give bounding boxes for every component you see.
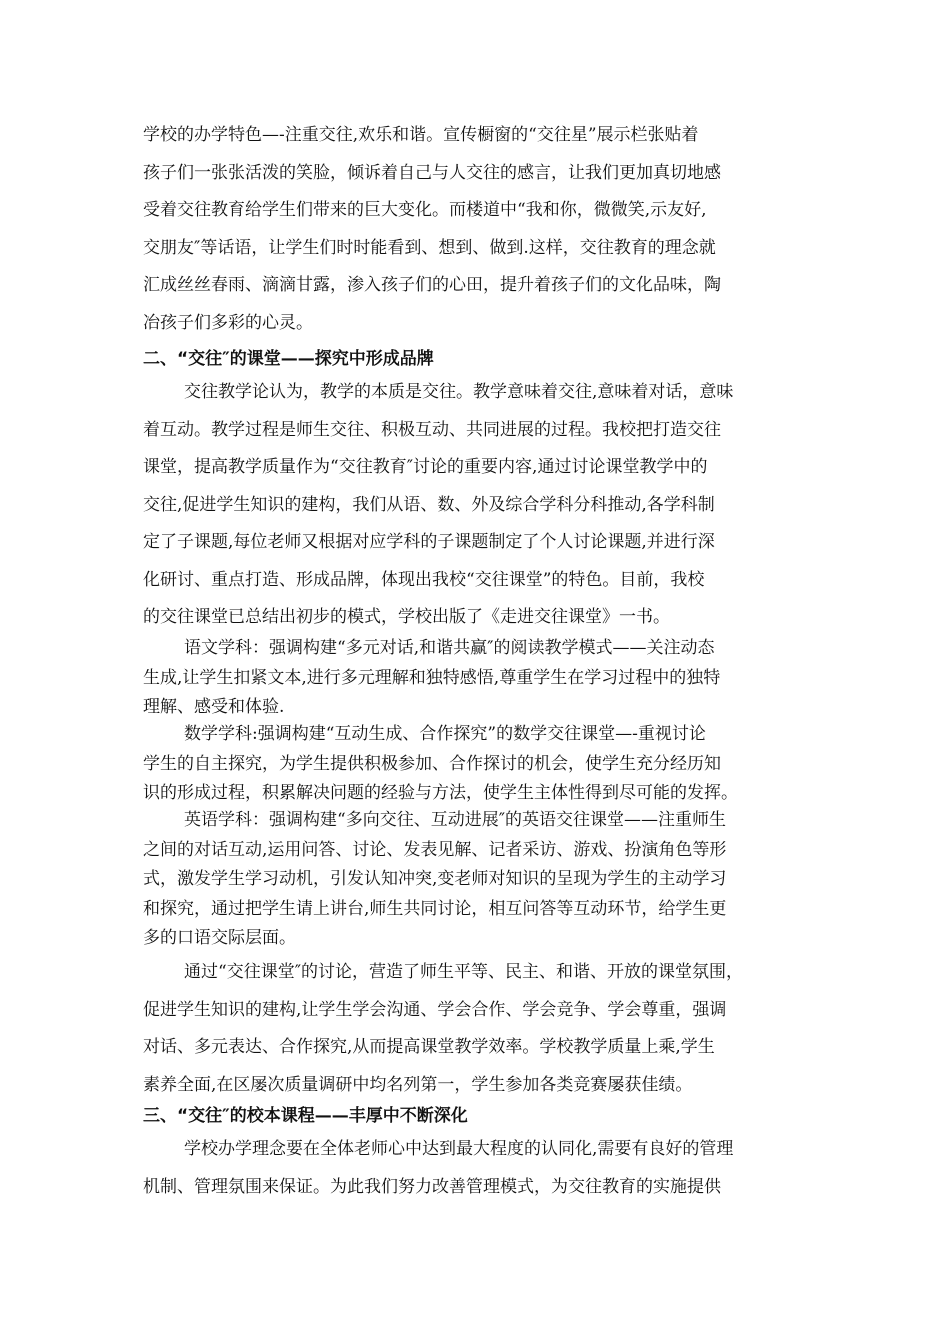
- text-line: 英语学科：强调构建“多向交往、互动进展″的英语交往课堂——注重师生: [184, 810, 727, 830]
- text-line: 和探究，通过把学生请上讲台,师生共同讨论，相互问答等互动环节，给学生更: [143, 898, 727, 919]
- heading-text: 三、“交往″的校本课程——丰厚中不断深化: [143, 1106, 468, 1126]
- text-line: 通过“交往课堂″的讨论，营造了师生平等、民主、和谐、开放的课堂氛围，: [184, 962, 744, 982]
- text-line: 着互动。教学过程是师生交往、积极互动、共同进展的过程。我校把打造交往: [143, 419, 721, 440]
- text-line: 式，激发学生学习动机，引发认知冲突,变老师对知识的呈现为学生的主动学习: [143, 869, 727, 889]
- paragraph-chinese-subject: [143, 634, 811, 723]
- text-line: 学校的办学特色—-注重交往,欢乐和谐。宣传橱窗的“交往星”展示栏张贴着: [143, 125, 699, 145]
- text-line: 生成,让学生扣紧文本,进行多元理解和独特感悟,尊重学生在学习过程中的独特: [143, 667, 721, 688]
- heading-text: 二、“交往″的课堂——探究中形成品牌: [143, 349, 434, 369]
- text-line: 交朋友″等话语，让学生们时时能看到、想到、做到.这样，交往教育的理念就: [143, 237, 716, 258]
- text-line: 理解、感受和体验.: [143, 697, 285, 717]
- text-line: 的交往课堂已总结出初步的模式，学校出版了《走进交往课堂》一书。: [143, 607, 670, 627]
- paragraph-math-subject: [143, 720, 811, 809]
- text-line: 促进学生知识的建构,让学生学会沟通、学会合作、学会竞争、学会尊重，强调: [143, 999, 727, 1020]
- text-line: 冶孩子们多彩的心灵。: [143, 312, 313, 333]
- text-line: 识的形成过程，积累解决问题的经验与方法，使学生主体性得到尽可能的发挥。: [143, 783, 738, 803]
- paragraph-school-features: [143, 117, 811, 342]
- text-line: 数学学科:强调构建“互动生成、合作探究”的数学交往课堂—-重视讨论: [184, 724, 706, 744]
- text-line: 孩子们一张张活泼的笑脸，倾诉着自己与人交往的感言，让我们更加真切地感: [143, 162, 721, 183]
- text-line: 多的口语交际层面。: [143, 928, 296, 948]
- text-line: 化研讨、重点打造、形成品牌，体现出我校“交往课堂”的特色。目前，我校: [143, 569, 705, 590]
- paragraph-classroom-results: [143, 954, 811, 1104]
- paragraph-english-subject: [143, 806, 811, 954]
- text-line: 定了子课题,每位老师又根据对应学科的子课题制定了个人讨论课题,并进行深: [143, 532, 715, 552]
- text-line: 交往教学论认为，教学的本质是交往。教学意味着交往,意味着对话，意味: [184, 382, 734, 402]
- text-line: 机制、管理氛围来保证。为此我们努力改善管理模式，为交往教育的实施提供: [143, 1176, 721, 1197]
- text-line: 之间的对话互动,运用问答、讨论、发表见解、记者采访、游戏、扮演角色等形: [143, 839, 727, 860]
- text-line: 学校办学理念要在全体老师心中达到最大程度的认同化,需要有良好的管理: [184, 1139, 734, 1159]
- section-heading-2: [143, 344, 811, 374]
- text-line: 课堂，提高教学质量作为“交往教育″讨论的重要内容,通过讨论课堂教学中的: [143, 457, 708, 477]
- paragraph-interactive-classroom: [143, 374, 811, 637]
- text-line: 学生的自主探究，为学生提供积极参加、合作探讨的机会，使学生充分经历知: [143, 753, 721, 774]
- text-line: 汇成丝丝春雨、滴滴甘露，渗入孩子们的心田，提升着孩子们的文化品味，陶: [143, 275, 721, 295]
- text-line: 语文学科：强调构建“多元对话,和谐共赢″的阅读教学模式——关注动态: [184, 638, 715, 658]
- text-line: 素养全面,在区屡次质量调研中均名列第一，学生参加各类竞赛屡获佳绩。: [143, 1074, 693, 1095]
- section-heading-3: [143, 1101, 811, 1131]
- text-line: 对话、多元表达、合作探究,从而提高课堂教学效率。学校教学质量上乘,学生: [143, 1037, 715, 1057]
- text-line: 交往,促进学生知识的建构，我们从语、数、外及综合学科分科推动,各学科制: [143, 494, 715, 515]
- text-line: 受着交往教育给学生们带来的巨大变化。而楼道中“我和你，微微笑,示友好,: [143, 200, 707, 220]
- paragraph-school-curriculum: [143, 1131, 811, 1206]
